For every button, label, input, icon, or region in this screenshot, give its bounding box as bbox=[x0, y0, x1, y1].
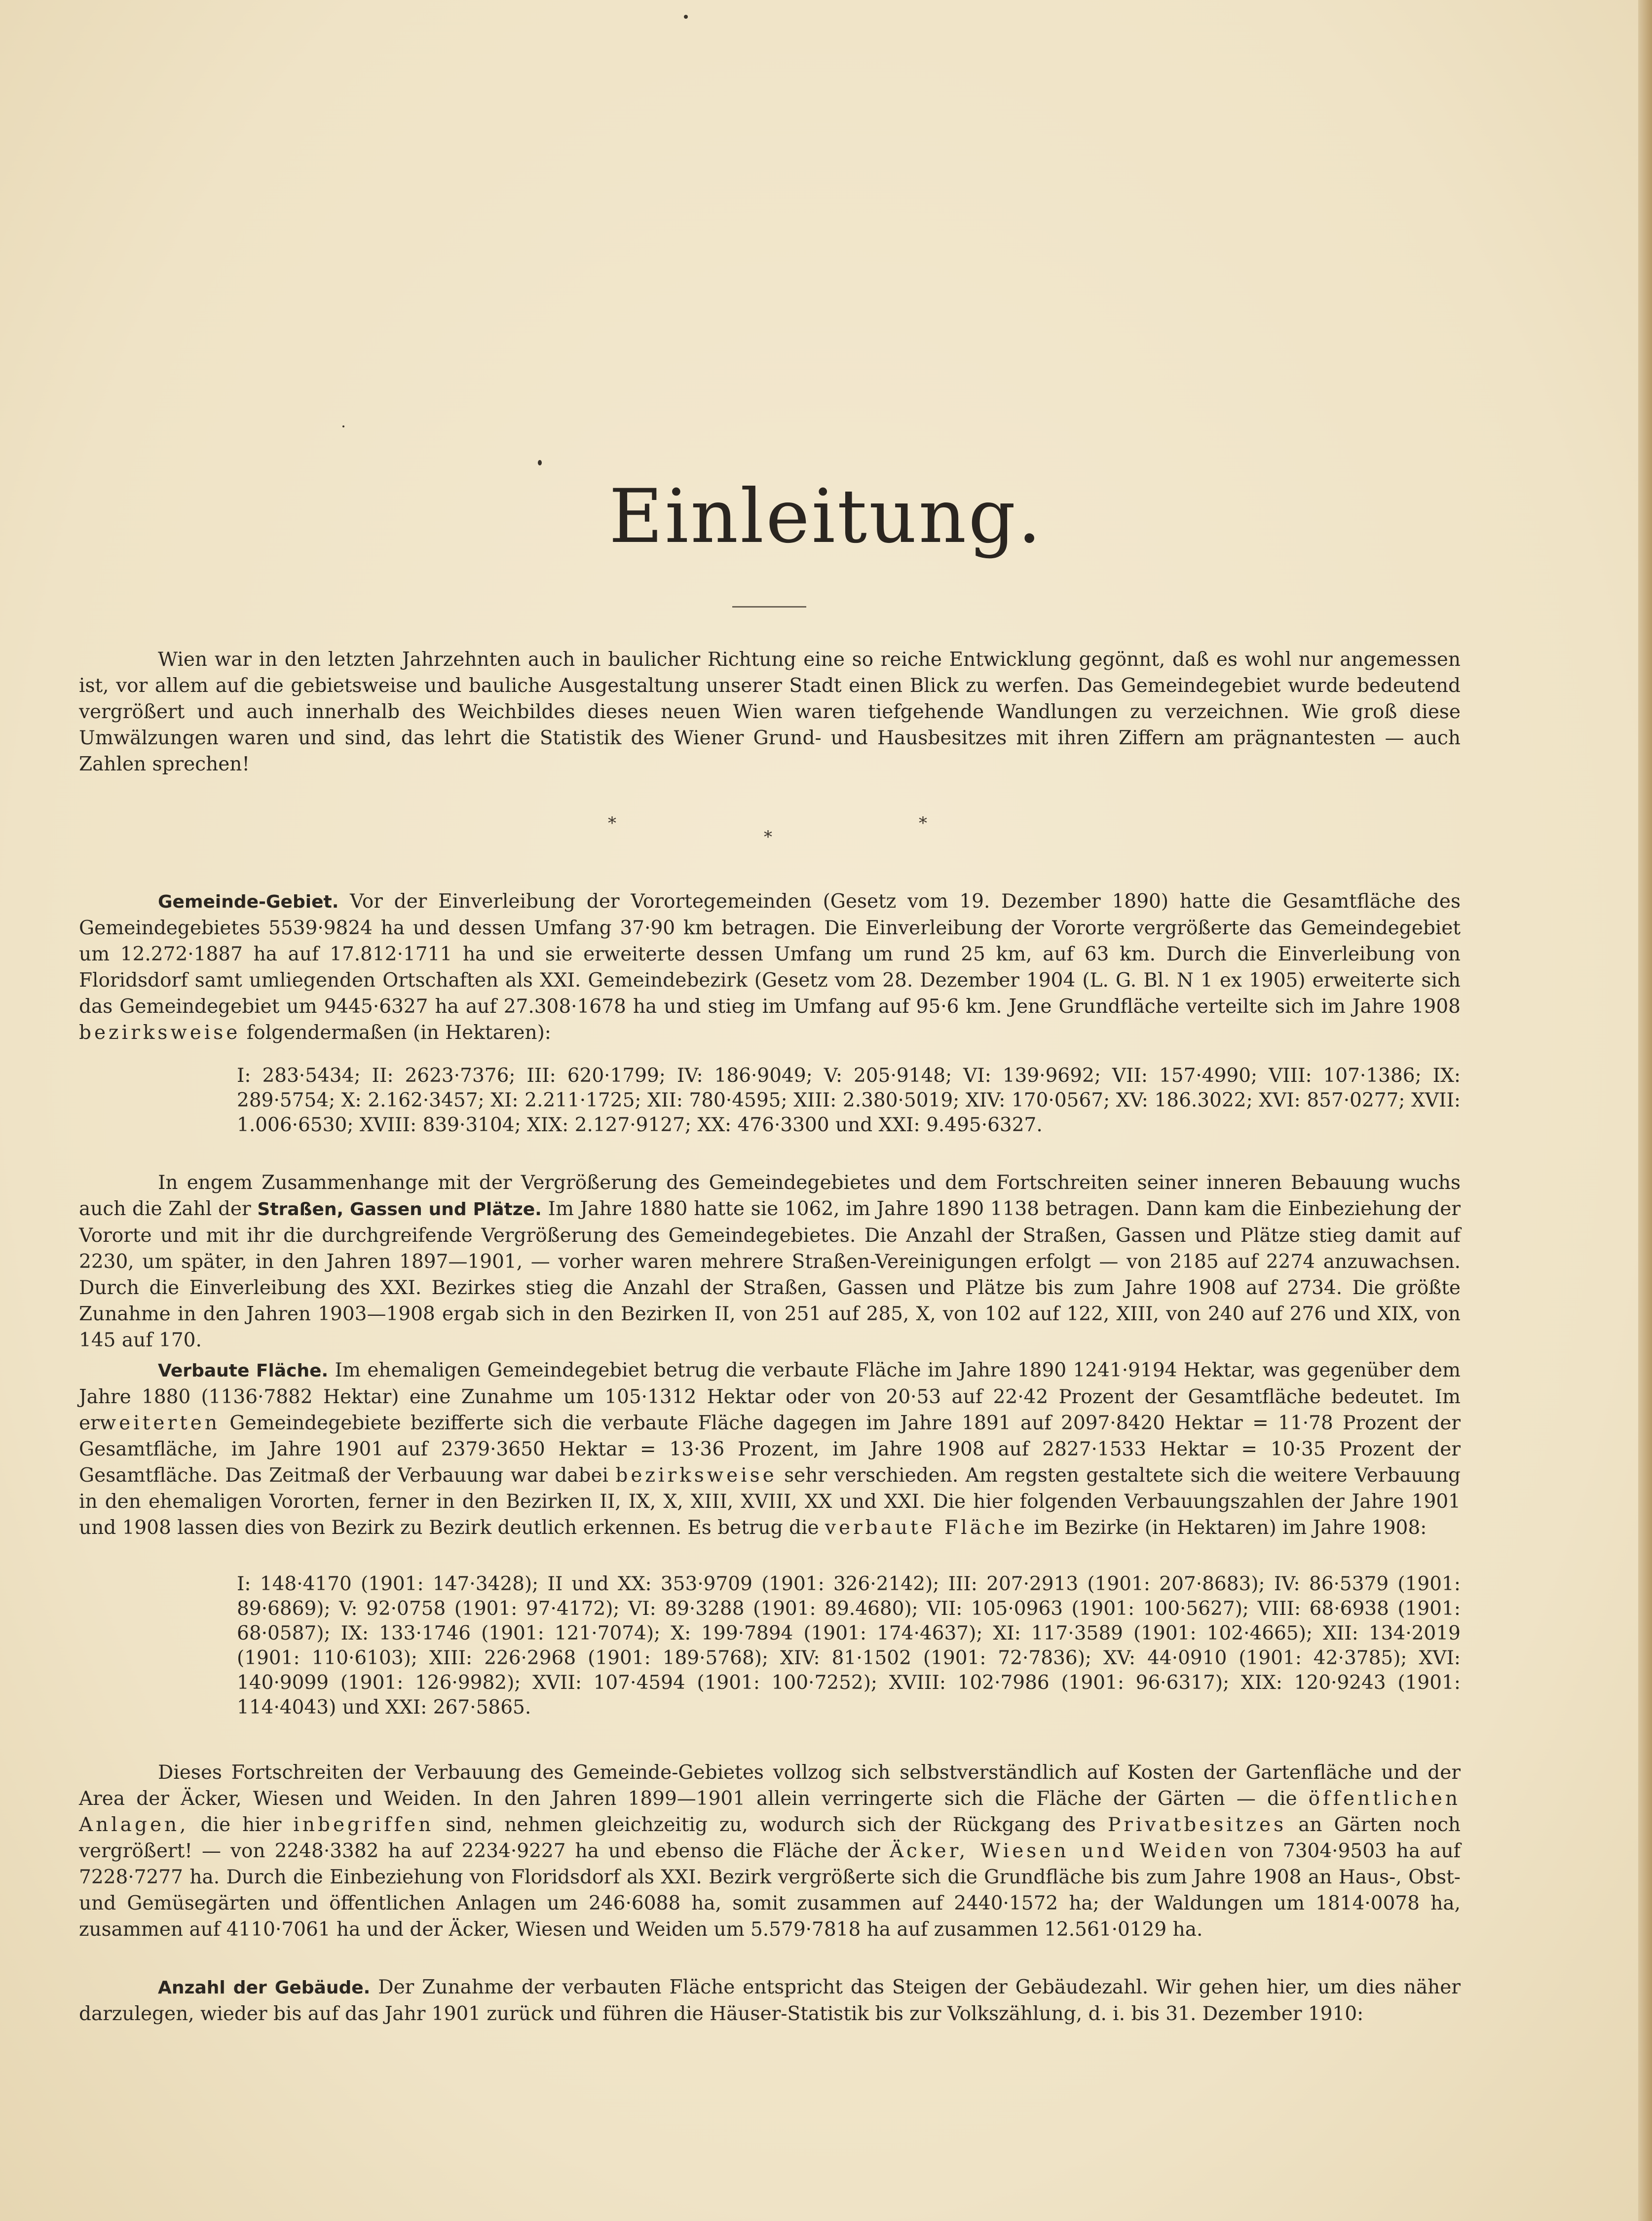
page-title: Einleitung. bbox=[609, 474, 1043, 560]
section-heading: Verbaute Fläche. bbox=[158, 1361, 329, 1381]
intro-paragraph bbox=[79, 647, 1461, 777]
section-verbaute-flaeche bbox=[79, 1357, 1461, 1541]
print-speck bbox=[684, 15, 688, 19]
print-speck bbox=[538, 460, 542, 465]
title-rule bbox=[732, 606, 806, 608]
bezirk-area-list: I: 283·5434; II: 2623·7376; III: 620·1799; IV: 186·9049; V: 205·9148; VI: 139·9692; VII: 157·4990; VIII: 107·1386; IX: 289·5754; X: 2.162·3457; XI: 2.211·1725; XII: 780·4595; XIII: 2.380·5019; XIV: 170·0567; XV: 186.3022; XVI: 857·0277; XVII: 1.006·6530; XVIII: 839·3104; XIX: 2.127·9127; XX: 476·3300 und XXI: 9.495·6327. bbox=[237, 1065, 1461, 1136]
gebaeude-paragraph: Anzahl der Gebäude. Der Zunahme der verbauten Fläche entspricht das Steigen der Gebäudezahl. Wir gehen hier, um dies näher darzulegen, wieder bis auf das Jahr 1901 zurück und führen die Häuser-Statistik bis zur Volkszählung, d. i. bis 31. Dezember 1910: bbox=[79, 1976, 1461, 2025]
page-edge bbox=[1638, 0, 1652, 2221]
section-gebaeude bbox=[79, 1974, 1461, 2027]
gaerten-paragraph: Dieses Fortschreiten der Verbauung des Gemeinde-Gebietes vollzog sich selbstverständlich auf Kosten der Gartenfläche und der Area der Äcker, Wiesen und Weiden. In den Jahren 1899—1901 allein verringerte sich die Fläche der Gärten — die öffentlichen Anlagen, die hier inbegriffen sind, nehmen gleichzeitig zu, wodurch sich der Rückgang des Privatbesitzes an Gärten noch vergrößert! — von 2248·3382 ha auf 2234·9227 ha und ebenso die Fläche der Äcker, Wiesen und Weiden von 7304·9503 ha auf 7228·7277 ha. Durch die Einbeziehung von Floridsdorf als XXI. Bezirk vergrößerte sich die Grundfläche bis zum Jahre 1908 an Haus-, Obst- und Gemüsegärten und öffentlichen Anlagen um 246·6088 ha, somit zusammen auf 2440·1572 ha; der Waldungen um 1814·0078 ha, zusammen auf 4110·7061 ha und der Äcker, Wiesen und Weiden um 5.579·7818 ha auf zusammen 12.561·0129 ha. bbox=[79, 1761, 1461, 1941]
print-speck bbox=[342, 425, 344, 427]
section-gemeinde-gebiet bbox=[79, 888, 1461, 1046]
separator-star: * bbox=[608, 813, 616, 833]
section-heading: Anzahl der Gebäude. bbox=[158, 1978, 371, 1998]
separator-star: * bbox=[764, 827, 772, 847]
gemeinde-paragraph: Gemeinde-Gebiet. Vor der Einverleibung der Vorortegemeinden (Gesetz vom 19. Dezember 1890) hatte die Gesamtfläche des Gemeindegebietes 5539·9824 ha und dessen Umfang 37·90 km betragen. Die Einverleibung der Vororte vergrößerte das Gemeindegebiet um 12.272·1887 ha auf 17.812·1711 ha und sie erweiterte dessen Umfang um rund 25 km, auf 63 km. Durch die Einverleibung von Floridsdorf samt umliegenden Ortschaften als XXI. Gemeindebezirk (Gesetz vom 28. Dezember 1904 (L. G. Bl. N 1 ex 1905) erweiterte sich das Gemeindegebiet um 9445·6327 ha auf 27.308·1678 ha und stieg im Umfang auf 95·6 km. Jene Grundfläche verteilte sich im Jahre 1908 bezirksweise folgendermaßen (in Hektaren): bbox=[79, 890, 1461, 1044]
verbaute-paragraph: Verbaute Fläche. Im ehemaligen Gemeindegebiet betrug die verbaute Fläche im Jahre 1890 1241·9194 Hektar, was gegenüber dem Jahre 1880 (1136·7882 Hektar) eine Zunahme um 105·1312 Hektar oder von 20·53 auf 22·42 Prozent der Gesamtfläche bedeutet. Im erweiterten Gemeindegebiete bezifferte sich die verbaute Fläche dagegen im Jahre 1891 auf 2097·8420 Hektar = 11·78 Prozent der Gesamtfläche, im Jahre 1901 auf 2379·3650 Hektar = 13·36 Prozent, im Jahre 1908 auf 2827·1533 Hektar = 10·35 Prozent der Gesamtfläche. Das Zeitmaß der Verbauung war dabei bezirksweise sehr verschieden. Am regsten gestaltete sich die weitere Verbauung in den ehemaligen Vororten, ferner in den Bezirken II, IX, X, XIII, XVIII, XX und XXI. Die hier folgenden Verbauungszahlen der Jahre 1901 und 1908 lassen dies von Bezirk zu Bezirk deutlich erkennen. Es betrug die verbaute Fläche im Bezirke (in Hektaren) im Jahre 1908: bbox=[79, 1359, 1461, 1539]
separator-star: * bbox=[919, 813, 927, 833]
section-strassen bbox=[79, 1170, 1461, 1353]
intro-text: Wien war in den letzten Jahrzehnten auch in baulicher Richtung eine so reiche Entwicklung gegönnt, daß es wohl nur angemessen ist, vor allem auf die gebietsweise und bauliche Ausgestaltung unserer Stadt einen Blick zu werfen. Das Gemeindegebiet wurde bedeutend vergrößert und auch innerhalb des Weichbildes dieses neuen Wien waren tiefgehende Wandlungen zu verzeichnen. Wie groß diese Umwälzungen waren und sind, das lehrt die Statistik des Wiener Grund- und Hausbesitzes mit ihren Ziffern am prägnantesten — auch Zahlen sprechen! bbox=[79, 649, 1461, 775]
section-gaerten bbox=[79, 1760, 1461, 1943]
verbaute-flaeche-list: I: 148·4170 (1901: 147·3428); II und XX: 353·9709 (1901: 326·2142); III: 207·2913 (1901: 207·8683); IV: 86·5379 (1901: 89·6869); V: 92·0758 (1901: 97·4172); VI: 89·3288 (1901: 89.4680); VII: 105·0963 (1901: 100·5627); VIII: 68·6938 (1901: 68·0587); IX: 133·1746 (1901: 121·7074); X: 199·7894 (1901: 174·4637); XI: 117·3589 (1901: 102·4665); XII: 134·2019 (1901: 110·6103); XIII: 226·2968 (1901: 189·5768); XIV: 81·1502 (1901: 72·7836); XV: 44·0910 (1901: 42·3785); XVI: 140·9099 (1901: 126·9982); XVII: 107·4594 (1901: 100·7252); XVIII: 102·7986 (1901: 96·6317); XIX: 120·9243 (1901: 114·4043) und XXI: 267·5865. bbox=[237, 1573, 1461, 1719]
section-heading: Gemeinde-Gebiet. bbox=[158, 892, 339, 912]
strassen-paragraph: In engem Zusammenhange mit der Vergrößerung des Gemeindegebietes und dem Fortschreiten seiner inneren Bebauung wuchs auch die Zahl der Straßen, Gassen und Plätze. Im Jahre 1880 hatte sie 1062, im Jahre 1890 1138 betragen. Dann kam die Einbeziehung der Vororte und mit ihr die durchgreifende Vergrößerung des Gemeindegebietes. Die Anzahl der Straßen, Gassen und Plätze stieg damit auf 2230, um später, in den Jahren 1897—1901, — vorher waren mehrere Straßen-Vereinigungen erfolgt — von 2185 auf 2274 anzuwachsen. Durch die Einverleibung des XXI. Bezirkes stieg die Anzahl der Straßen, Gassen und Plätze bis zum Jahre 1908 auf 2734. Die größte Zunahme in den Jahren 1903—1908 ergab sich in den Bezirken II, von 251 auf 285, X, von 102 auf 122, XIII, von 240 auf 276 und XIX, von 145 auf 170. bbox=[79, 1172, 1461, 1351]
